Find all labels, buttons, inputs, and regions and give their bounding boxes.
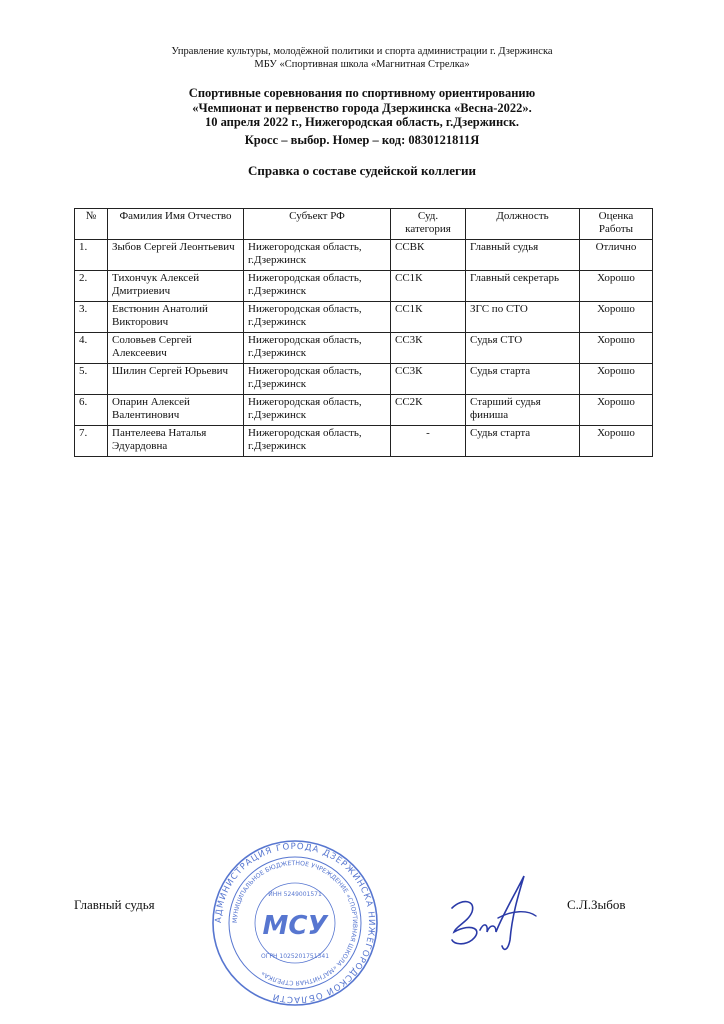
- signatory-role: Главный судья: [74, 897, 155, 912]
- judge-name: Пантелеева Наталья Эдуардовна: [108, 426, 244, 457]
- column-header-region: Субъект РФ: [244, 209, 391, 240]
- judge-category: СС1К: [391, 271, 466, 302]
- organization-header: [0, 45, 724, 71]
- table-row: [75, 271, 653, 302]
- signatory-name: С.Л.Зыбов: [567, 897, 626, 912]
- column-header-position: Должность: [466, 209, 580, 240]
- judge-region: Нижегородская область, г.Дзержинск: [244, 333, 391, 364]
- judge-category: СС3К: [391, 364, 466, 395]
- judge-region: Нижегородская область, г.Дзержинск: [244, 364, 391, 395]
- judge-rating: Хорошо: [580, 395, 653, 426]
- column-header-number: №: [75, 209, 108, 240]
- row-number: 6.: [75, 395, 108, 426]
- row-number: 4.: [75, 333, 108, 364]
- table-row: [75, 240, 653, 271]
- table-row: [75, 364, 653, 395]
- judge-region: Нижегородская область, г.Дзержинск: [244, 271, 391, 302]
- judge-name: Соловьев Сергей Алексеевич: [108, 333, 244, 364]
- event-line-2: «Чемпионат и первенство города Дзержинска «Весна-2022».: [192, 100, 532, 115]
- judge-category: ССВК: [391, 240, 466, 271]
- judges-table: [74, 208, 653, 457]
- table-row: [75, 302, 653, 333]
- judge-position: Судья СТО: [466, 333, 580, 364]
- event-line-1: Спортивные соревнования по спортивному ориентированию: [188, 86, 536, 100]
- column-header-name: Фамилия Имя Отчество: [108, 209, 244, 240]
- judge-rating: Хорошо: [580, 302, 653, 333]
- judge-position: Главный судья: [466, 240, 580, 271]
- column-header-category: Суд. категория: [391, 209, 466, 240]
- document-title: Справка о составе судейской коллегии: [248, 163, 476, 178]
- judge-name: Евстюнин Анатолий Викторович: [108, 302, 244, 333]
- stamp-ogrn: ОГРН 1025201751341: [260, 953, 330, 960]
- row-number: 5.: [75, 364, 108, 395]
- judge-name: Шилин Сергей Юрьевич: [108, 364, 244, 395]
- row-number: 2.: [75, 271, 108, 302]
- org-line-2: МБУ «Спортивная школа «Магнитная Стрелка»: [254, 59, 470, 70]
- signature: [432, 870, 552, 955]
- event-line-3: 10 апреля 2022 г., Нижегородская область, г.Дзержинск.: [204, 115, 520, 129]
- official-stamp: [210, 838, 380, 1008]
- judge-region: Нижегородская область, г.Дзержинск: [244, 426, 391, 457]
- event-code-line: Кросс – выбор. Номер – код: 0830121811Я: [244, 132, 480, 147]
- table-header-row: [75, 209, 653, 240]
- judge-position: Судья старта: [466, 426, 580, 457]
- org-line-1: Управление культуры, молодёжной политики и спорта администрации г. Дзержинска: [171, 46, 553, 57]
- column-header-rating: Оценка Работы: [580, 209, 653, 240]
- stamp-logo: МСУ: [262, 911, 328, 941]
- judge-rating: Хорошо: [580, 333, 653, 364]
- stamp-inner-text: МУНИЦИПАЛЬНОЕ БЮДЖЕТНОЕ УЧРЕЖДЕНИЕ «СПОРТИВНАЯ ШКОЛА «МАГНИТНАЯ СТРЕЛКА»: [231, 859, 359, 987]
- judge-region: Нижегородская область, г.Дзержинск: [244, 395, 391, 426]
- stamp-inn: ИНН 5249001571: [268, 891, 322, 898]
- stamp-outer-text: АДМИНИСТРАЦИЯ ГОРОДА ДЗЕРЖИНСКА НИЖЕГОРОДСКОЙ ОБЛАСТИ: [213, 841, 377, 1005]
- judge-name: Тихончук Алексей Дмитриевич: [108, 271, 244, 302]
- table-row: [75, 333, 653, 364]
- row-number: 1.: [75, 240, 108, 271]
- judge-region: Нижегородская область, г.Дзержинск: [244, 240, 391, 271]
- judge-name: Опарин Алексей Валентинович: [108, 395, 244, 426]
- judge-category: -: [391, 426, 466, 457]
- judge-category: СС1К: [391, 302, 466, 333]
- judge-position: Судья старта: [466, 364, 580, 395]
- table-row: [75, 426, 653, 457]
- judge-category: СС2К: [391, 395, 466, 426]
- judge-rating: Хорошо: [580, 271, 653, 302]
- judge-position: ЗГС по СТО: [466, 302, 580, 333]
- table-row: [75, 395, 653, 426]
- judge-rating: Хорошо: [580, 426, 653, 457]
- row-number: 7.: [75, 426, 108, 457]
- judge-rating: Хорошо: [580, 364, 653, 395]
- event-header: [0, 86, 724, 147]
- row-number: 3.: [75, 302, 108, 333]
- judge-position: Главный секретарь: [466, 271, 580, 302]
- judge-position: Старший судья финиша: [466, 395, 580, 426]
- judge-rating: Отлично: [580, 240, 653, 271]
- judge-category: СС3К: [391, 333, 466, 364]
- judge-name: Зыбов Сергей Леонтьевич: [108, 240, 244, 271]
- judge-region: Нижегородская область, г.Дзержинск: [244, 302, 391, 333]
